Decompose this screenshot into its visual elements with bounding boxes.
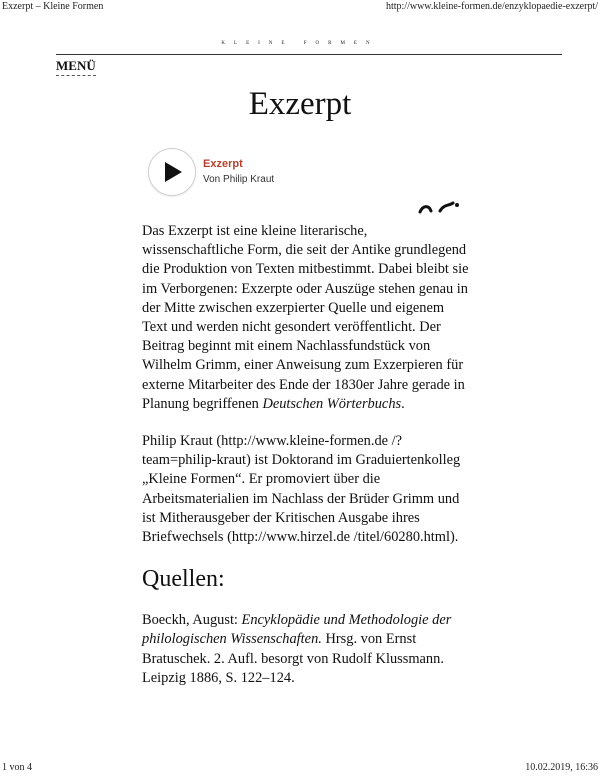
audio-player xyxy=(148,148,448,198)
audio-title: Exzerpt xyxy=(203,158,243,170)
play-icon xyxy=(163,161,183,183)
decorative-ornament-icon xyxy=(418,199,466,217)
author-bio: Philip Kraut (http://www.kleine-formen.de /?team=philip-kraut) ist Doktorand im Graduiertenkolleg „Kleine Formen“. Er promoviert über die Arbeitsmaterialien im Nachlass der Brüder Grimm und ist Mitherausgeber der Kritischen Ausgabe ihres Briefwechsels (http://www.hirzel.de /titel/60280.html). xyxy=(142,433,461,546)
article-content xyxy=(142,222,472,688)
source-details: Hrsg. von Ernst Bratuschek. 2. Aufl. besorgt von Rudolf Klussmann. Leipzig 1886, S. 122–124. xyxy=(142,631,444,686)
menu-button[interactable]: MENÜ xyxy=(56,58,96,76)
article-abstract xyxy=(142,222,472,414)
abstract-emphasis: Deutschen Wörterbuchs xyxy=(262,395,402,412)
audio-author: Von Philip Kraut xyxy=(203,174,275,185)
source-author: Boeckh, August: xyxy=(142,612,238,629)
print-footer xyxy=(0,762,600,776)
play-button[interactable] xyxy=(148,148,196,196)
print-page-url: http://www.kleine-formen.de/enzyklopaedie-exzerpt/ xyxy=(385,1,598,12)
print-page-title: Exzerpt – Kleine Formen xyxy=(2,1,104,12)
abstract-text: Das Exzerpt ist eine kleine literarische, wissenschaftliche Form, die seit der Antike grundlegend die Produktion von Texten mitbestimmt. Dabei bleibt sie im Verborgenen: Exzerpte oder Auszüge stehen genau in der Mitte zwischen exzerpierter Quelle und eigenem Text und werden nicht gesondert veröffentlicht. Der Beitrag beginnt mit einem Nachlassfundstück von Wilhelm Grimm, einer Anweisung zum Exzerpieren für externe Mitarbeiter des Ende der 1830er Jahre gerade in Planung begriffenen xyxy=(142,223,469,412)
sources-heading: Quellen: xyxy=(142,566,225,593)
source-title: Encyklopädie und Methodologie der philologischen Wissenschaften. xyxy=(142,612,452,648)
page-title: Exzerpt xyxy=(248,86,352,122)
print-header xyxy=(0,0,600,14)
site-logo[interactable]: KLEINE FORMEN xyxy=(221,41,379,46)
header-divider xyxy=(56,54,562,55)
print-date: 10.02.2019, 16:36 xyxy=(525,762,598,773)
source-entry xyxy=(142,611,472,688)
abstract-end: . xyxy=(401,395,405,412)
print-page-number: 1 von 4 xyxy=(2,762,32,773)
